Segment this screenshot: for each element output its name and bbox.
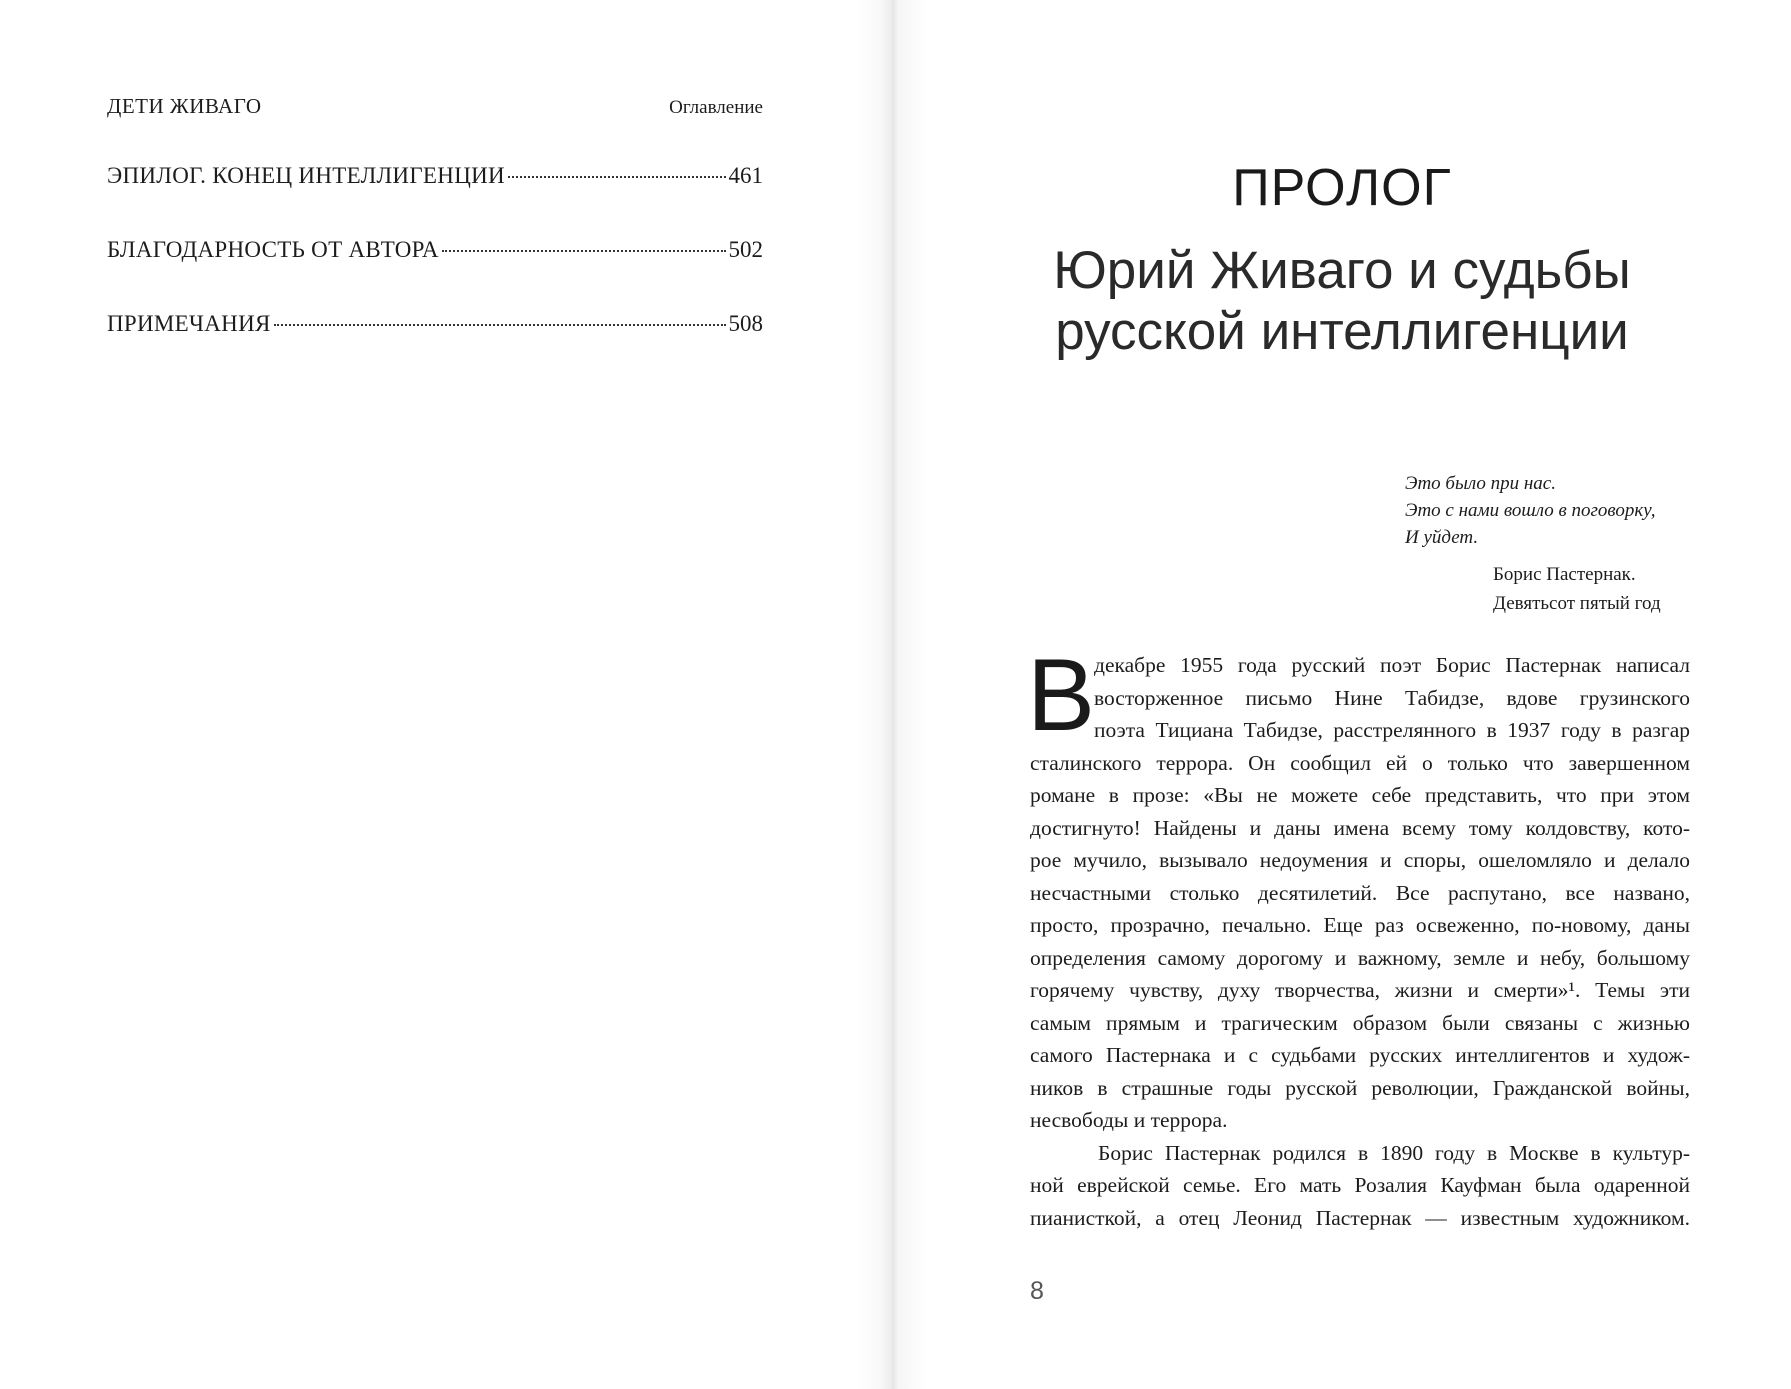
- epigraph-line: Это с нами вошло в поговорку,: [1405, 500, 1656, 521]
- toc-leader-dots: [442, 250, 726, 252]
- toc-entry-title: БЛАГОДАРНОСТЬ ОТ АВТОРА: [107, 237, 439, 262]
- text-line: горячему чувству, духу творчества, жизни и смерти»¹. Темы эти: [1030, 978, 1690, 1002]
- table-of-contents: [107, 163, 763, 385]
- toc-entry-page: 461: [728, 163, 763, 188]
- text-line: восторженное письмо Нине Табидзе, вдове грузинского: [1094, 685, 1690, 710]
- epigraph-line: Это было при нас.: [1405, 473, 1556, 494]
- toc-entry-notes[interactable]: [107, 311, 763, 385]
- text-line: рое мучило, вызывало недоумения и споры, ошеломляло и делало: [1030, 848, 1690, 872]
- book-title: ДЕТИ ЖИВАГО: [107, 94, 262, 118]
- toc-leader-dots: [508, 176, 726, 178]
- text-line: ников в страшные годы русской революции, Гражданской войны,: [1030, 1075, 1690, 1100]
- text-line: определения самому дорогому и важному, земле и небу, большому: [1030, 945, 1690, 970]
- left-page: [0, 0, 893, 1389]
- toc-leader-dots: [274, 324, 726, 326]
- chapter-title: [893, 240, 1791, 362]
- epigraph-source: [1493, 560, 1705, 618]
- epigraph: [1405, 470, 1705, 618]
- paragraph: [1027, 638, 1690, 1137]
- toc-entry-title: ПРИМЕЧАНИЯ: [107, 311, 271, 336]
- text-line: несвободы и террора.: [1030, 1108, 1228, 1132]
- running-head: [107, 94, 763, 119]
- toc-entry-page: 508: [728, 311, 763, 336]
- chapter-title-line: Юрий Живаго и судьбы: [1053, 241, 1631, 300]
- right-page: [893, 0, 1791, 1389]
- drop-cap: В: [1027, 638, 1096, 752]
- text-line: Борис Пастернак родился в 1890 году в Москве в культур-: [1098, 1140, 1690, 1165]
- epigraph-work: Девятьсот пятый год: [1493, 593, 1661, 614]
- text-line: декабре 1955 года русский поэт Борис Пастернак написал: [1094, 653, 1690, 677]
- text-line: поэта Тициана Табидзе, расстрелянного в 1937 году в разгар: [1094, 718, 1690, 742]
- text-line: ной еврейской семье. Его мать Розалия Кауфман была одаренной: [1030, 1173, 1690, 1197]
- text-line: несчастными столько десятилетий. Все распутано, все названо,: [1030, 880, 1690, 905]
- text-line: самого Пастернака и с судьбами русских интеллигентов и худож-: [1030, 1043, 1690, 1067]
- text-line: достигнуто! Найдены и даны имена всему тому колдовству, кото-: [1030, 815, 1690, 840]
- text-line: сталинского террора. Он сообщил ей о только что завершенном: [1030, 750, 1690, 775]
- toc-entry-acknowledgements[interactable]: [107, 237, 763, 311]
- body-text: [1027, 638, 1690, 1234]
- toc-entry-title: ЭПИЛОГ. КОНЕЦ ИНТЕЛЛИГЕНЦИИ: [107, 163, 505, 188]
- toc-entry-page: 502: [728, 237, 763, 262]
- chapter-title-line: русской интеллигенции: [1055, 302, 1629, 361]
- page-number: 8: [1030, 1277, 1044, 1305]
- text-line: просто, прозрачно, печально. Еще раз освеженно, по-новому, даны: [1030, 913, 1690, 937]
- text-line: пианисткой, а отец Леонид Пастернак — известным художником.: [1030, 1205, 1690, 1230]
- epigraph-author: Борис Пастернак.: [1493, 564, 1636, 585]
- section-title: Оглавление: [669, 97, 763, 118]
- text-line: самым прямым и трагическим образом были связаны с жизнью: [1030, 1010, 1690, 1035]
- chapter-label: ПРОЛОГ: [1232, 159, 1452, 217]
- epigraph-line: И уйдет.: [1405, 527, 1479, 548]
- text-line: романе в прозе: «Вы не можете себе представить, что при этом: [1030, 783, 1690, 807]
- paragraph: [1030, 1137, 1690, 1235]
- toc-entry-epilogue[interactable]: [107, 163, 763, 237]
